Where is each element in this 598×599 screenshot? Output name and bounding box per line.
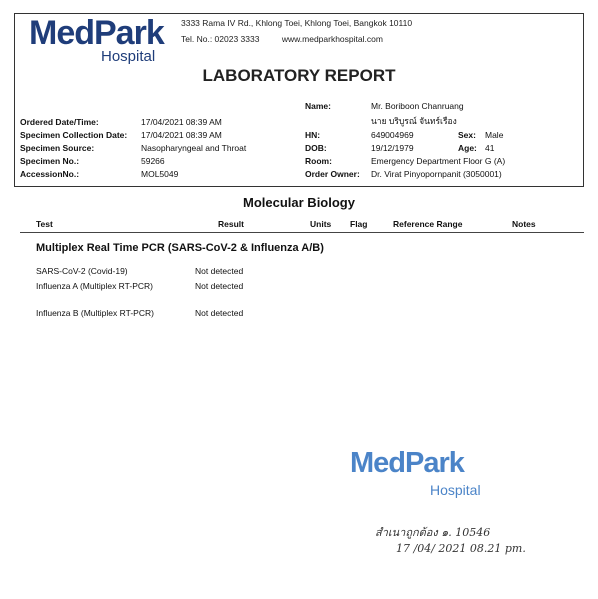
column-flag: Flag: [350, 219, 368, 229]
patient-name-thai: นาย บริบูรณ์ จันทร์เรือง: [371, 116, 457, 126]
table-row-test: Influenza A (Multiplex RT-PCR): [36, 281, 153, 291]
age-value: 41: [485, 143, 495, 153]
hospital-tel: Tel. No.: 02023 3333: [181, 34, 260, 44]
hospital-contact: [181, 34, 383, 44]
sex-value: Male: [485, 130, 504, 140]
hn-value: 649004969: [371, 130, 414, 140]
order-owner-label: Order Owner:: [305, 169, 360, 179]
specimen-source-label: Specimen Source:: [20, 143, 95, 153]
table-row-result: Not detected: [195, 308, 244, 318]
room-label: Room:: [305, 156, 332, 166]
specimen-no-label: Specimen No.:: [20, 156, 80, 166]
patient-name-label: Name:: [305, 101, 331, 111]
handwritten-date: 17 /04/ 2021 08.21 pm.: [396, 542, 526, 555]
room-value: Emergency Department Floor G (A): [371, 156, 506, 166]
column-units: Units: [310, 219, 332, 229]
ordered-label: Ordered Date/Time:: [20, 117, 99, 127]
handwritten-certification: สำเนาถูกต้อง ๑. 10546: [375, 526, 491, 539]
collection-label: Specimen Collection Date:: [20, 130, 128, 140]
order-owner-value: Dr. Virat Pinyopornpanit (3050001): [371, 169, 502, 179]
accession-value: MOL5049: [141, 169, 179, 179]
accession-label: AccessionNo.:: [20, 169, 80, 179]
logo-sub-text: Hospital: [101, 48, 156, 65]
table-row-test: SARS-CoV-2 (Covid-19): [36, 266, 128, 276]
table-row-result: Not detected: [195, 266, 244, 276]
hospital-address: 3333 Rama IV Rd., Khlong Toei, Khlong Toei, Bangkok 10110: [181, 18, 413, 28]
test-group-title: Multiplex Real Time PCR (SARS-CoV-2 & Influenza A/B): [36, 242, 324, 254]
logo-main-text: MedPark: [29, 14, 164, 52]
specimen-source-value: Nasopharyngeal and Throat: [141, 143, 247, 153]
sex-label: Sex:: [458, 130, 476, 140]
patient-name-value: Mr. Boriboon Chanruang: [371, 101, 464, 111]
column-reference-range: Reference Range: [393, 219, 463, 229]
table-row-test: Influenza B (Multiplex RT-PCR): [36, 308, 154, 318]
dob-value: 19/12/1979: [371, 143, 414, 153]
section-title: Molecular Biology: [243, 195, 355, 210]
ordered-value: 17/04/2021 08:39 AM: [141, 117, 222, 127]
stamp-logo-main: MedPark: [350, 447, 464, 479]
table-row-result: Not detected: [195, 281, 244, 291]
specimen-no-value: 59266: [141, 156, 165, 166]
medpark-logo: [29, 16, 179, 66]
hn-label: HN:: [305, 130, 321, 140]
stamp-logo-sub: Hospital: [430, 482, 481, 498]
column-test: Test: [36, 219, 53, 229]
stamp-logo: [350, 448, 520, 504]
header-divider: [20, 232, 584, 233]
column-result: Result: [218, 219, 244, 229]
dob-label: DOB:: [305, 143, 327, 153]
column-notes: Notes: [512, 219, 536, 229]
report-title: LABORATORY REPORT: [202, 66, 396, 85]
hospital-website: www.medparkhospital.com: [281, 34, 383, 44]
collection-value: 17/04/2021 08:39 AM: [141, 130, 222, 140]
age-label: Age:: [458, 143, 477, 153]
